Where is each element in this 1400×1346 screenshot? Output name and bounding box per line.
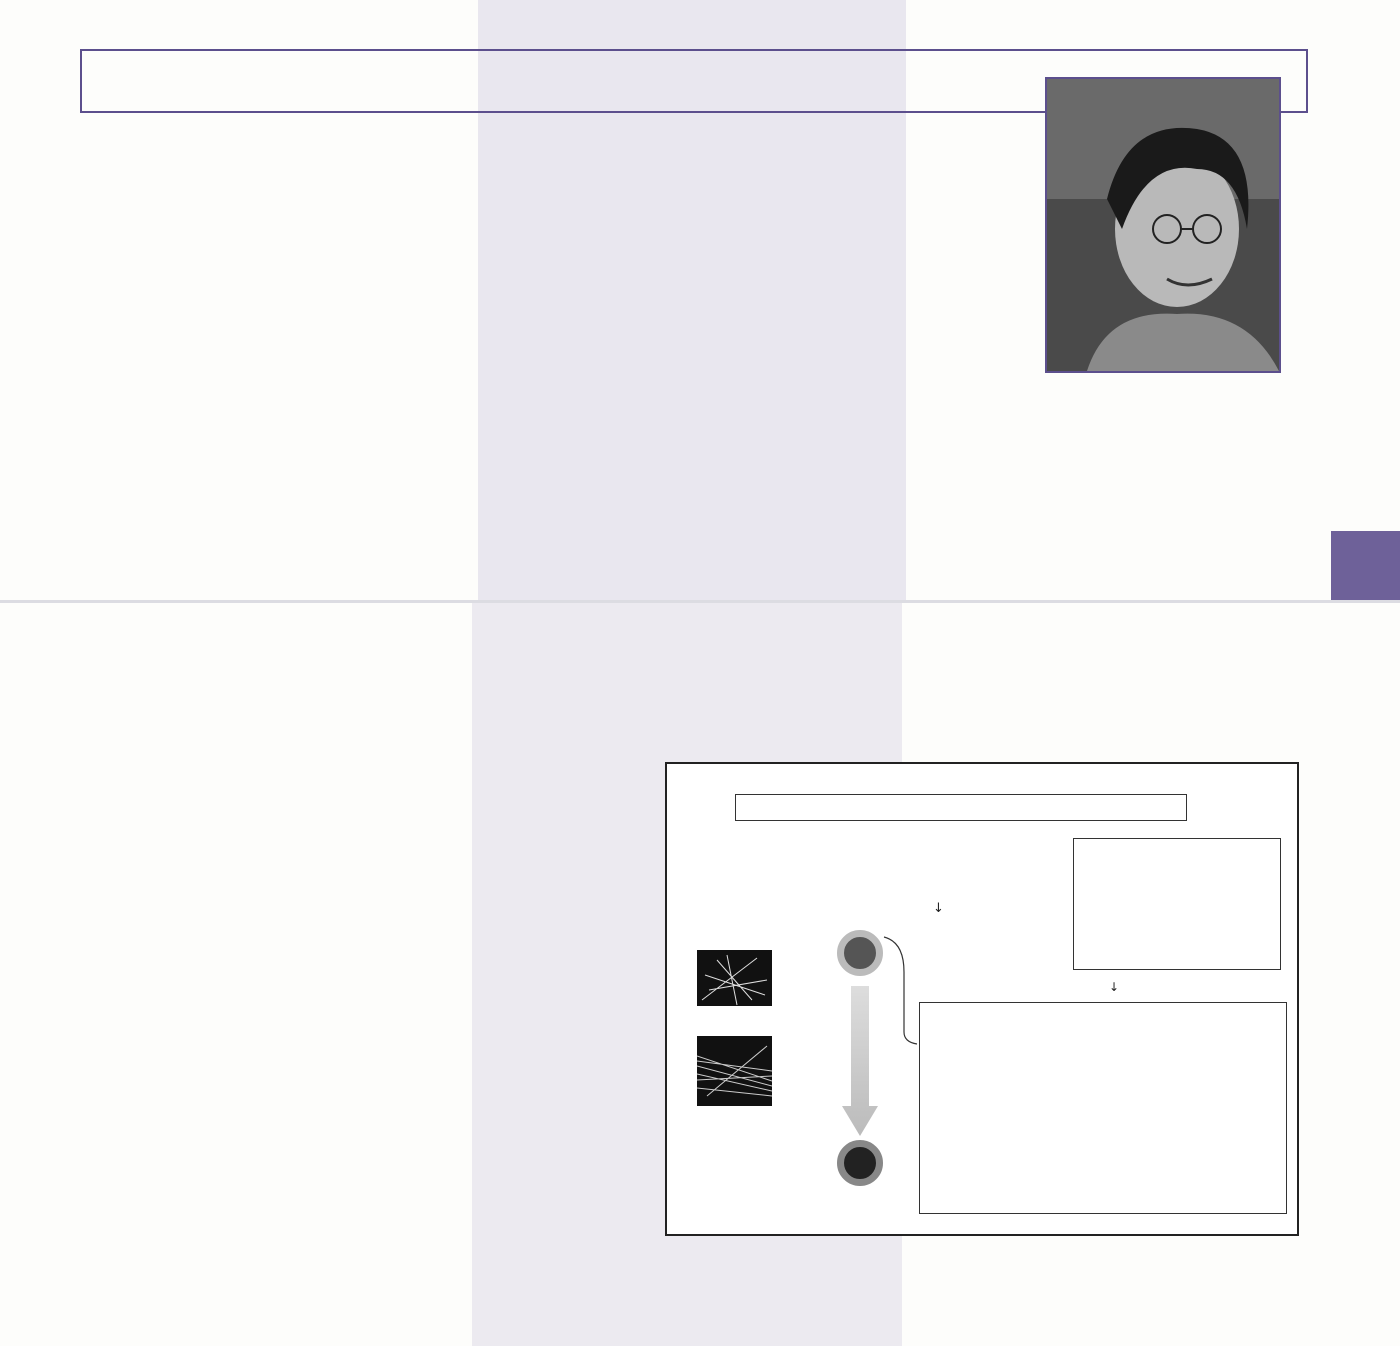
author-photo (1045, 77, 1281, 373)
findings-box (1073, 838, 1281, 970)
tcell-before-icon (837, 930, 883, 976)
time-arrow (842, 986, 878, 1136)
property-changes (921, 900, 944, 918)
case-study-label: ↓ (1109, 980, 1120, 994)
box-plot-charts (920, 1003, 1285, 1193)
figure-header (735, 794, 1187, 821)
brace-connector (879, 932, 919, 1052)
box-plot-panel (919, 1002, 1287, 1214)
exposure-arrows (785, 944, 825, 1144)
crocidolite-image (697, 1036, 772, 1106)
down-arrow: ↓ (933, 901, 944, 916)
figure-box (665, 762, 1299, 1236)
chrysotile-image (697, 950, 772, 1006)
tcell-after-icon (837, 1140, 883, 1186)
section-divider (0, 600, 1400, 603)
page-number (1331, 531, 1400, 600)
